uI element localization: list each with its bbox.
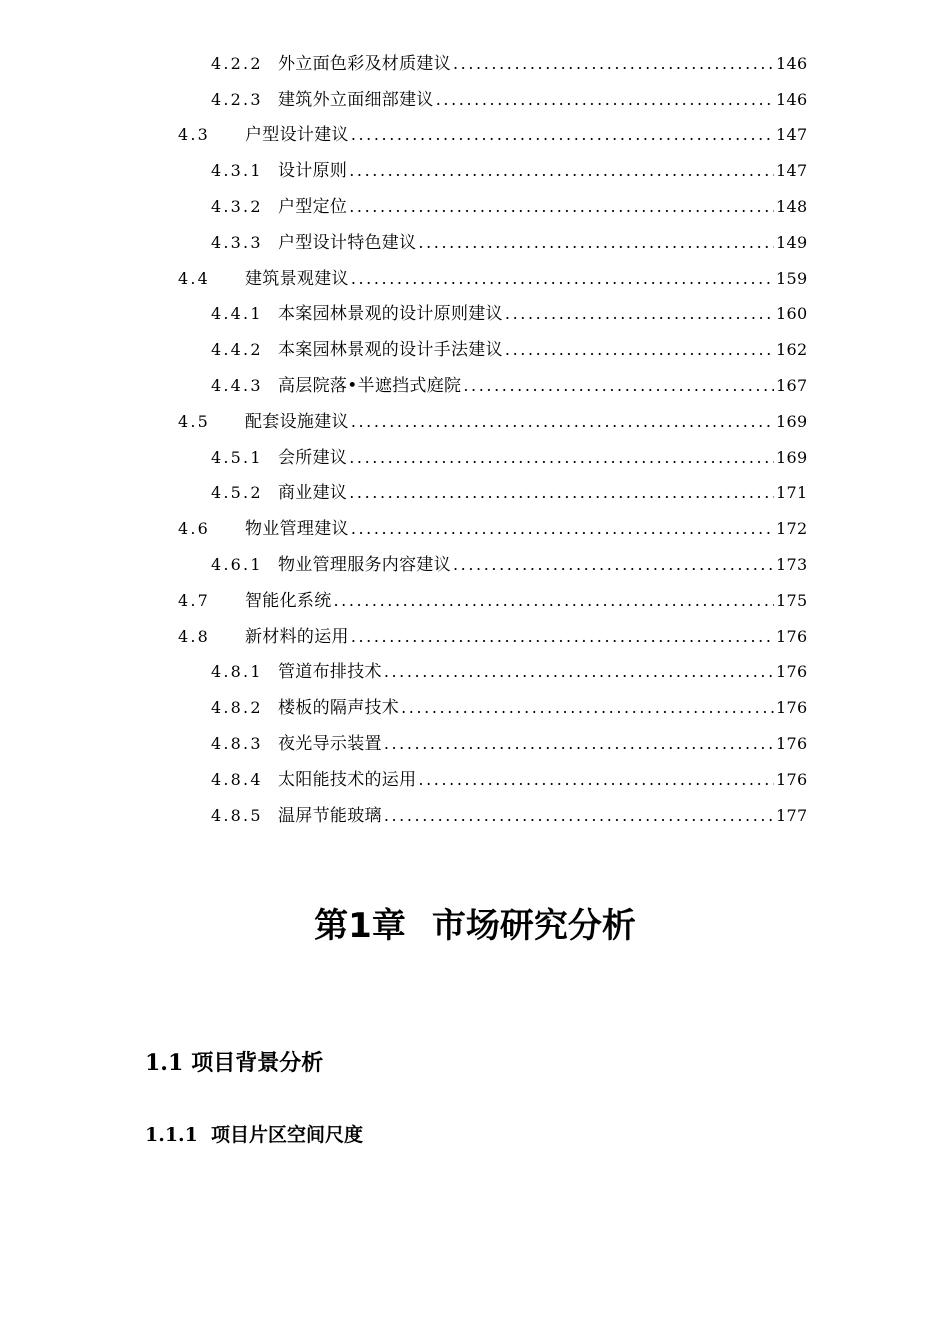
toc-entry-number: 4.8.2 <box>211 698 263 718</box>
toc-dot-leader <box>351 412 774 432</box>
toc-dot-leader <box>505 340 774 360</box>
toc-entry-title: 夜光导示装置 <box>278 734 382 755</box>
toc-entry-page: 172 <box>776 519 808 539</box>
toc-entry-number: 4.8.3 <box>211 734 263 754</box>
chapter-number: 第1章 <box>314 906 406 946</box>
toc-entry-number: 4.8 <box>178 626 211 646</box>
toc-entry[interactable] <box>0 46 950 82</box>
toc-entry-page: 146 <box>776 53 808 73</box>
toc-entry-page: 146 <box>776 89 808 109</box>
toc-dot-leader <box>384 662 774 682</box>
toc-entry-title: 配套设施建议 <box>245 411 349 432</box>
toc-dot-leader <box>351 125 774 145</box>
toc-entry-title: 设计原则 <box>278 161 348 182</box>
toc-entry-number: 4.8.5 <box>211 805 263 825</box>
toc-entry-number: 4.8.4 <box>211 769 263 789</box>
toc-entry-title: 本案园林景观的设计原则建议 <box>278 304 503 325</box>
toc-entry-page: 171 <box>776 483 808 503</box>
toc-entry-page: 160 <box>776 304 808 324</box>
section-heading <box>145 1048 323 1079</box>
toc-entry-title: 建筑外立面细部建议 <box>278 89 434 110</box>
toc-dot-leader <box>349 483 774 503</box>
toc-entry-number: 4.3.2 <box>211 197 263 217</box>
toc-entry[interactable] <box>0 189 950 225</box>
toc-dot-leader <box>418 233 774 253</box>
toc-entry[interactable] <box>0 619 950 655</box>
toc-entry-title: 户型设计建议 <box>245 125 349 146</box>
toc-dot-leader <box>401 698 774 718</box>
toc-dot-leader <box>384 734 774 754</box>
toc-entry-number: 4.7 <box>178 590 211 610</box>
toc-entry-number: 4.8.1 <box>211 662 263 682</box>
toc-entry[interactable] <box>0 690 950 726</box>
toc-entry[interactable] <box>0 655 950 691</box>
toc-entry-page: 149 <box>776 232 808 252</box>
section-title: 项目背景分析 <box>191 1051 324 1076</box>
toc-entry[interactable] <box>0 225 950 261</box>
toc-entry-title: 管道布排技术 <box>278 662 382 683</box>
toc-entry[interactable] <box>0 82 950 118</box>
toc-entry-page: 159 <box>776 268 808 288</box>
toc-entry-title: 高层院落•半遮挡式庭院 <box>278 376 462 397</box>
toc-entry-title: 会所建议 <box>278 447 348 468</box>
toc-dot-leader <box>453 555 774 575</box>
chapter-title: 市场研究分析 <box>431 906 636 946</box>
toc-dot-leader <box>349 448 774 468</box>
toc-entry-page: 147 <box>776 161 808 181</box>
chapter-heading <box>0 904 950 948</box>
toc-entry-page: 176 <box>776 626 808 646</box>
toc-entry-number: 4.4 <box>178 268 211 288</box>
toc-entry[interactable] <box>0 726 950 762</box>
toc-entry-page: 169 <box>776 447 808 467</box>
toc-entry-title: 户型定位 <box>278 197 348 218</box>
toc-entry-page: 169 <box>776 411 808 431</box>
toc-entry-title: 太阳能技术的运用 <box>278 769 417 790</box>
toc-entry-title: 智能化系统 <box>245 590 332 611</box>
toc-entry[interactable] <box>0 404 950 440</box>
toc-dot-leader <box>351 269 774 289</box>
toc-dot-leader <box>349 161 774 181</box>
toc-entry-title: 本案园林景观的设计手法建议 <box>278 340 503 361</box>
toc-entry[interactable] <box>0 440 950 476</box>
toc-dot-leader <box>351 627 774 647</box>
toc-entry-page: 175 <box>776 590 808 610</box>
toc-dot-leader <box>349 197 774 217</box>
toc-entry[interactable] <box>0 118 950 154</box>
toc-entry-page: 148 <box>776 197 808 217</box>
toc-entry-page: 176 <box>776 734 808 754</box>
toc-entry-page: 177 <box>776 805 808 825</box>
toc-entry-number: 4.3.1 <box>211 161 263 181</box>
toc-dot-leader <box>384 806 774 826</box>
toc-entry-number: 4.4.3 <box>211 376 263 396</box>
toc-entry-page: 167 <box>776 376 808 396</box>
toc-entry-number: 4.4.2 <box>211 340 263 360</box>
toc-dot-leader <box>463 376 774 396</box>
toc-entry[interactable] <box>0 297 950 333</box>
toc-dot-leader <box>453 54 774 74</box>
toc-entry-title: 外立面色彩及材质建议 <box>278 53 451 74</box>
toc-dot-leader <box>351 519 774 539</box>
toc-entry[interactable] <box>0 261 950 297</box>
toc-entry-page: 162 <box>776 340 808 360</box>
toc-entry-page: 176 <box>776 662 808 682</box>
toc-entry-number: 4.6 <box>178 519 211 539</box>
toc-entry-title: 建筑景观建议 <box>245 268 349 289</box>
toc-entry-number: 4.4.1 <box>211 304 263 324</box>
toc-entry-title: 温屏节能玻璃 <box>278 805 382 826</box>
toc-entry[interactable] <box>0 153 950 189</box>
toc-entry-number: 4.5.2 <box>211 483 263 503</box>
subsection-number: 1.1.1 <box>145 1124 198 1146</box>
toc-entry-number: 4.5.1 <box>211 447 263 467</box>
toc-entry-title: 新材料的运用 <box>245 626 349 647</box>
toc-entry-number: 4.3.3 <box>211 232 263 252</box>
toc-entry-page: 176 <box>776 698 808 718</box>
toc-entry[interactable] <box>0 583 950 619</box>
toc-entry[interactable] <box>0 798 950 834</box>
toc-entry-number: 4.5 <box>178 411 211 431</box>
toc-entry-page: 147 <box>776 125 808 145</box>
toc-entry-title: 物业管理服务内容建议 <box>278 555 451 576</box>
toc-entry-page: 176 <box>776 769 808 789</box>
toc-entry-page: 173 <box>776 555 808 575</box>
toc-entry[interactable] <box>0 476 950 512</box>
table-of-contents <box>0 46 950 834</box>
subsection-title: 项目片区空间尺度 <box>211 1124 364 1146</box>
toc-dot-leader <box>334 591 775 611</box>
toc-entry[interactable] <box>0 368 950 404</box>
toc-entry-number: 4.2.3 <box>211 89 263 109</box>
toc-entry-number: 4.6.1 <box>211 555 263 575</box>
toc-entry[interactable] <box>0 547 950 583</box>
toc-entry-title: 商业建议 <box>278 483 348 504</box>
toc-entry-number: 4.3 <box>178 125 211 145</box>
toc-entry-title: 户型设计特色建议 <box>278 232 417 253</box>
toc-entry-number: 4.2.2 <box>211 53 263 73</box>
toc-entry[interactable] <box>0 762 950 798</box>
toc-dot-leader <box>418 770 774 790</box>
toc-dot-leader <box>505 304 774 324</box>
toc-entry[interactable] <box>0 332 950 368</box>
toc-dot-leader <box>436 90 774 110</box>
toc-entry-title: 物业管理建议 <box>245 519 349 540</box>
section-number: 1.1 <box>145 1050 184 1076</box>
subsection-heading <box>145 1121 363 1149</box>
toc-entry[interactable] <box>0 511 950 547</box>
toc-entry-title: 楼板的隔声技术 <box>278 698 400 719</box>
